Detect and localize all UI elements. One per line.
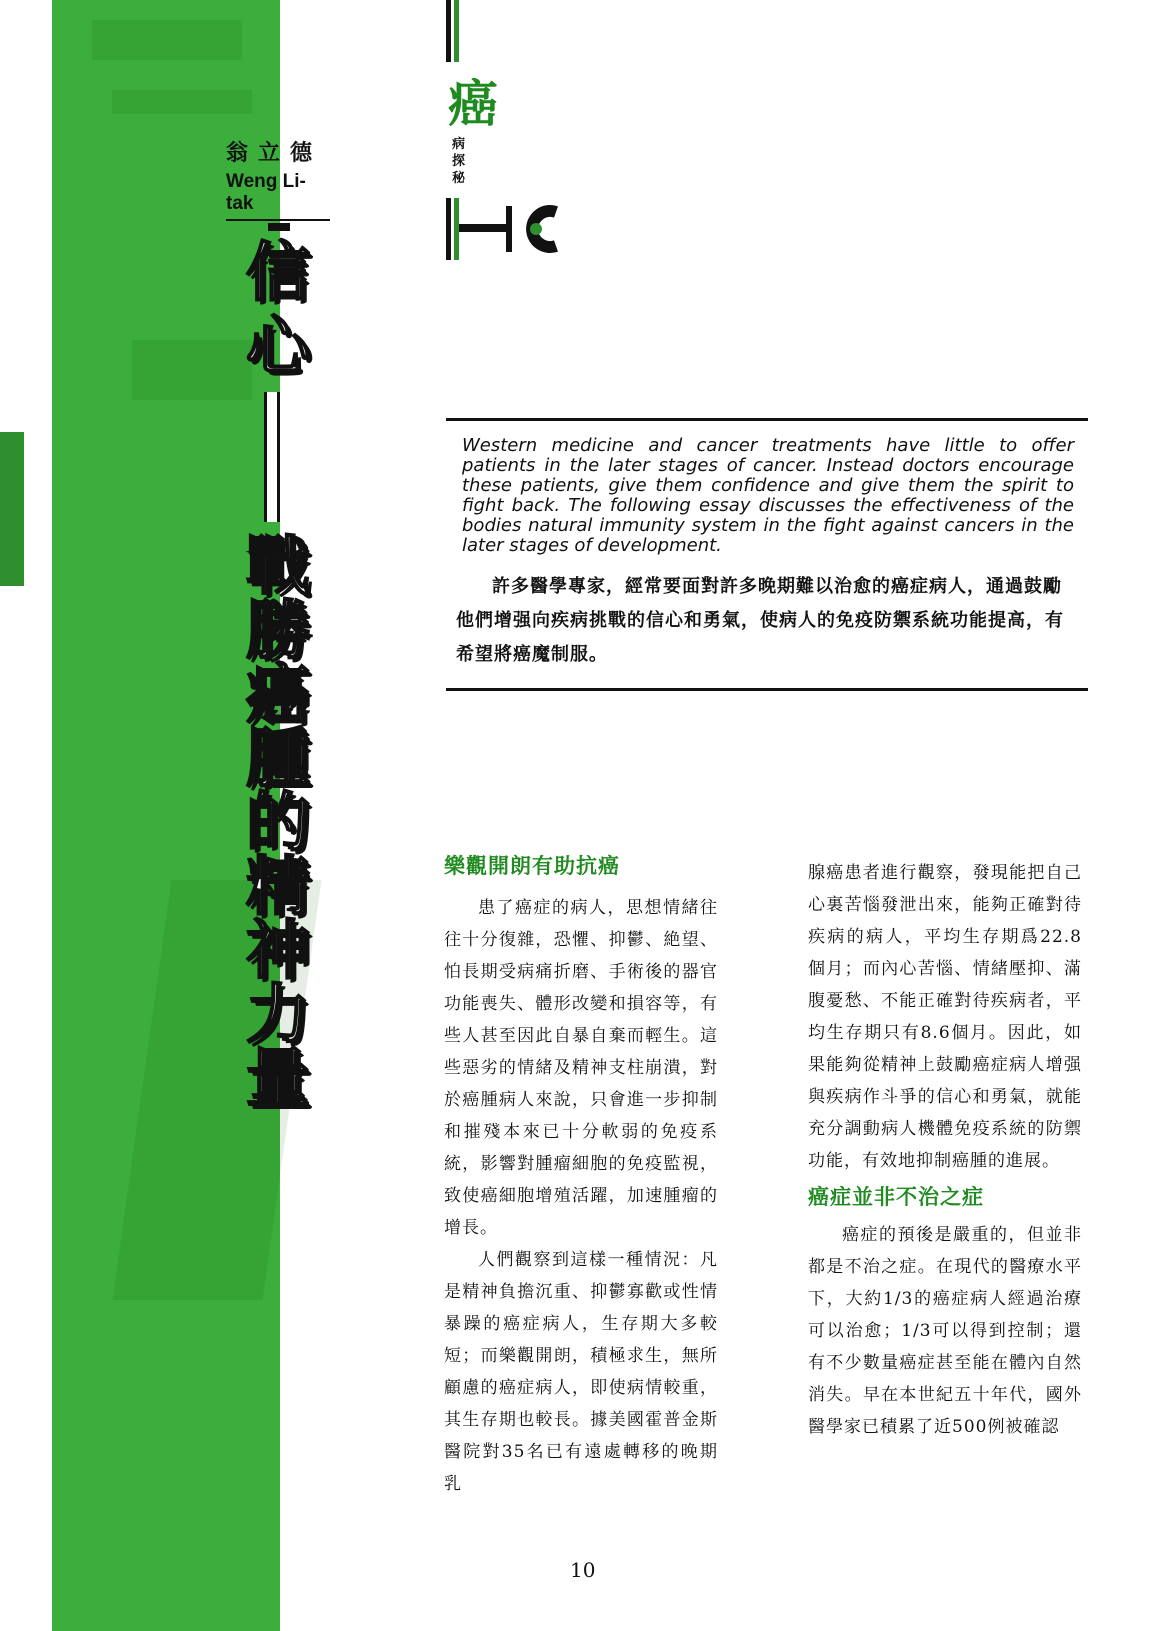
section1-heading: 樂觀開朗有助抗癌: [444, 854, 620, 878]
title-divider-line: [264, 392, 280, 522]
logo-bar-black: [446, 0, 451, 62]
page-number: 10: [570, 1558, 596, 1582]
body-column-1: [444, 852, 718, 1500]
intro-english: Western medicine and cancer treatments have little to offer patients in the later stages of cancer. Instead doctors encourage these patients, give them confidence and give them the spirit to fight back. The following essay discusses the effectiveness of the bodies natural immunity system in the fight against cancers in the later stages of development.: [462, 435, 1074, 556]
section1-paragraph-2: 人們觀察到這樣一種情況：凡是精神負擔沉重、抑鬱寡歡或性情暴躁的癌症病人，生存期大多較短；而樂觀開朗，積極求生，無所顧慮的癌症病人，即使病情較重，其生存期也較長。據美國霍普金斯醫院對35名已有遠處轉移的晚期乳: [444, 1250, 718, 1494]
article-title: [222, 238, 322, 1108]
intro-top-rule: [446, 418, 1088, 421]
title-part-1: 信心: [235, 238, 309, 386]
column-logo-main: 癌: [448, 75, 498, 133]
side-tab-marker: [0, 432, 24, 586]
intro-bottom-rule: [446, 688, 1088, 691]
section1-paragraph-3: 腺癌患者進行觀察，發現能把自己心裏苦惱發泄出來，能夠正確對待疾病的病人，平均生存期爲22.8個月；而內心苦惱、情緒壓抑、滿腹憂愁、不能正確對待疾病者，平均生存期只有8.6個月。因此，如果能夠從精神上鼓勵癌症病人增强與疾病作斗爭的信心和勇氣，就能充分調動病人機體免疫系統的防禦功能，有效地抑制癌腫的進展。: [808, 863, 1082, 1171]
hc-logo-icon: [446, 198, 576, 260]
author-block: [226, 136, 330, 231]
author-name-chinese: 翁立德: [226, 141, 323, 166]
section2-heading: 癌症並非不治之症: [808, 1185, 984, 1209]
author-name-english: Weng Li-tak: [226, 171, 306, 214]
body-column-2: [808, 857, 1082, 1443]
author-rule-block: [268, 223, 290, 231]
logo-bar-green: [454, 0, 459, 62]
section2-paragraph-1: 癌症的預後是嚴重的，但並非都是不治之症。在現代的醫療水平下，大約1/3的癌症病人經過治療可以治愈；1/3可以得到控制；還有不少數量癌症甚至能在體內自然消失。早在本世紀五十年代，國外醫學家已積累了近500例被確認: [808, 1225, 1082, 1437]
author-rule: [226, 219, 330, 221]
column-logo-sub: 病探秘: [452, 137, 466, 186]
title-part-2: 戰勝癌腫的精神力量: [235, 532, 309, 1108]
section1-paragraph-1: 患了癌症的病人，思想情緒往往十分復雜，恐懼、抑鬱、絶望、怕長期受病痛折磨、手術後的器官功能喪失、體形改變和損容等，有些人甚至因此自暴自棄而輕生。這些惡劣的情緒及精神支柱崩潰，對於癌腫病人來說，只會進一步抑制和摧殘本來已十分軟弱的免疫系統，影響對腫瘤細胞的免疫監視，致使癌細胞增殖活躍，加速腫瘤的增長。: [444, 898, 718, 1238]
intro-chinese: 許多醫學專家，經常要面對許多晚期難以治愈的癌症病人，通過鼓勵他們增强向疾病挑戰的信心和勇氣，使病人的免疫防禦系統功能提高，有希望將癌魔制服。: [456, 576, 1064, 665]
